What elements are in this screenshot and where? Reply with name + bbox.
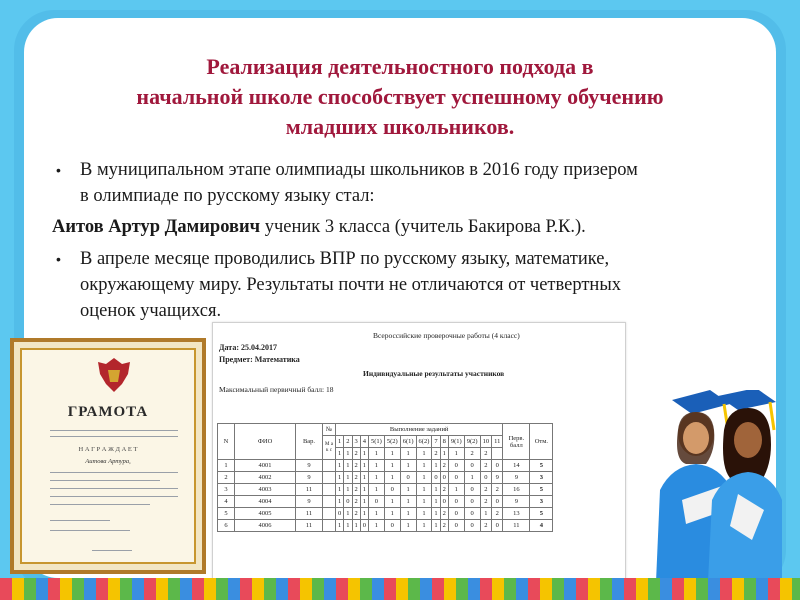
row-mark: 3 — [530, 496, 553, 508]
score-cell: 2 — [480, 496, 492, 508]
row-var: 9 — [296, 472, 323, 484]
row-var: 9 — [296, 460, 323, 472]
score-cell: 1 — [400, 520, 416, 532]
score-cell: 1 — [344, 508, 352, 520]
score-cell: 0 — [440, 496, 448, 508]
row-mark: 5 — [530, 484, 553, 496]
score-cell: 0 — [464, 508, 480, 520]
score-cell: 0 — [448, 496, 464, 508]
certificate-text-line — [92, 550, 132, 551]
bullet-dot-1: • — [56, 162, 61, 178]
row-code: 4005 — [235, 508, 296, 520]
header-num: № — [323, 424, 336, 436]
header-var: Вар. — [296, 424, 323, 460]
score-cell: 2 — [440, 508, 448, 520]
score-cell: 1 — [416, 472, 432, 484]
score-cell: 0 — [336, 508, 344, 520]
score-cell: 1 — [448, 484, 464, 496]
score-cell: 1 — [352, 520, 360, 532]
score-cell: 1 — [384, 460, 400, 472]
score-cell: 1 — [416, 520, 432, 532]
row-var: 11 — [296, 520, 323, 532]
slide-title — [40, 52, 760, 142]
score-cell: 0 — [492, 496, 503, 508]
doc-section: Индивидуальные результаты участников — [363, 369, 505, 378]
row-total: 14 — [503, 460, 530, 472]
task-label: 4 — [360, 436, 368, 448]
doc-subject: Предмет: Математика — [219, 355, 300, 364]
header-n: N — [218, 424, 235, 460]
score-cell: 0 — [464, 520, 480, 532]
row-blank — [323, 472, 336, 484]
row-code: 4006 — [235, 520, 296, 532]
certificate-text-line — [50, 488, 178, 489]
score-cell: 2 — [480, 484, 492, 496]
score-cell: 1 — [384, 496, 400, 508]
certificate-text-line — [50, 520, 110, 521]
score-cell: 1 — [336, 460, 344, 472]
score-cell: 2 — [440, 520, 448, 532]
score-cell: 1 — [432, 460, 440, 472]
bullet-dot-2: • — [56, 251, 61, 267]
score-cell: 0 — [464, 460, 480, 472]
score-cell: 1 — [336, 484, 344, 496]
score-cell: 1 — [344, 484, 352, 496]
score-cell: 0 — [384, 520, 400, 532]
certificate-text-line — [50, 430, 178, 431]
table-header-row — [218, 424, 553, 436]
score-cell: 1 — [369, 472, 385, 484]
certificate-image — [10, 338, 206, 574]
score-cell: 0 — [464, 484, 480, 496]
score-cell: 2 — [440, 460, 448, 472]
row-var: 11 — [296, 508, 323, 520]
score-cell: 2 — [492, 484, 503, 496]
task-label: 6(2) — [416, 436, 432, 448]
score-cell: 0 — [492, 460, 503, 472]
score-cell: 2 — [492, 508, 503, 520]
score-cell: 0 — [464, 496, 480, 508]
max-point: 1 — [400, 448, 416, 460]
row-var: 11 — [296, 484, 323, 496]
row-total: 9 — [503, 496, 530, 508]
max-point: 1 — [384, 448, 400, 460]
row-mark: 5 — [530, 508, 553, 520]
table-row — [218, 460, 553, 472]
task-label: 5(2) — [384, 436, 400, 448]
results-document — [212, 322, 626, 584]
score-cell: 2 — [480, 460, 492, 472]
score-cell: 0 — [344, 496, 352, 508]
winner-line — [52, 214, 772, 240]
score-cell: 2 — [480, 520, 492, 532]
table-row — [218, 496, 553, 508]
title-line-3: младших школьников. — [285, 114, 515, 139]
max-point: 1 — [336, 448, 344, 460]
score-cell: 1 — [344, 520, 352, 532]
certificate-title: ГРАМОТА — [67, 404, 149, 420]
task-label: 2 — [344, 436, 352, 448]
score-cell: 1 — [400, 508, 416, 520]
certificate-text-line — [50, 436, 178, 437]
score-cell: 1 — [432, 484, 440, 496]
certificate-recipient: Аитова Артура, — [85, 458, 131, 465]
score-cell: 1 — [360, 460, 368, 472]
score-cell: 1 — [400, 496, 416, 508]
score-cell: 1 — [416, 484, 432, 496]
row-n: 5 — [218, 508, 235, 520]
score-cell: 0 — [448, 472, 464, 484]
max-point: 1 — [416, 448, 432, 460]
certificate-award: Н А Г Р А Ж Д А Е Т — [78, 446, 138, 453]
header-score: Перв. балл — [503, 424, 530, 460]
row-n: 2 — [218, 472, 235, 484]
bullet-2-text — [80, 246, 770, 324]
score-cell: 1 — [344, 460, 352, 472]
header-tasks: Выполнение заданий — [336, 424, 503, 436]
score-cell: 1 — [336, 496, 344, 508]
max-point: 2 — [352, 448, 360, 460]
score-cell: 2 — [440, 484, 448, 496]
score-cell: 1 — [464, 472, 480, 484]
task-label: 6(1) — [400, 436, 416, 448]
score-cell: 1 — [369, 460, 385, 472]
max-point-empty — [492, 448, 503, 460]
score-cell: 1 — [369, 484, 385, 496]
header-mark: Отм. — [530, 424, 553, 460]
row-code: 4003 — [235, 484, 296, 496]
bullet-1-text — [80, 157, 770, 209]
certificate-border — [20, 348, 196, 564]
score-cell: 1 — [360, 496, 368, 508]
score-cell: 0 — [432, 472, 440, 484]
table-row — [218, 484, 553, 496]
row-n: 6 — [218, 520, 235, 532]
score-cell: 2 — [352, 460, 360, 472]
row-code: 4002 — [235, 472, 296, 484]
row-total: 13 — [503, 508, 530, 520]
score-cell: 1 — [384, 508, 400, 520]
task-label: 10 — [480, 436, 492, 448]
score-cell: 1 — [432, 496, 440, 508]
certificate-text-line — [50, 480, 160, 481]
score-cell: 0 — [448, 520, 464, 532]
certificate-text-line — [50, 530, 130, 531]
score-cell: 1 — [369, 508, 385, 520]
title-line-2: начальной школе способствует успешному обучению — [136, 84, 664, 109]
score-cell: 0 — [360, 520, 368, 532]
score-cell: 1 — [432, 520, 440, 532]
table-row — [218, 508, 553, 520]
bullet-1-line-2: в олимпиаде по русскому языку стал: — [80, 186, 375, 206]
task-label: 9(2) — [464, 436, 480, 448]
certificate-text-line — [50, 496, 178, 497]
max-point: 2 — [464, 448, 480, 460]
graduates-image — [652, 390, 782, 582]
score-cell: 2 — [352, 508, 360, 520]
score-cell: 0 — [369, 496, 385, 508]
row-mark: 3 — [530, 472, 553, 484]
max-point: 1 — [440, 448, 448, 460]
row-n: 1 — [218, 460, 235, 472]
table-row — [218, 520, 553, 532]
bullet-2-line-1: В апреле месяце проводились ВПР по русскому языку, математике, — [80, 249, 610, 269]
row-total: 9 — [503, 472, 530, 484]
doc-heading: Всероссийские проверочные работы (4 класс) — [373, 331, 520, 340]
max-point: 2 — [480, 448, 492, 460]
row-blank — [323, 484, 336, 496]
task-label: 7 — [432, 436, 440, 448]
score-cell: 1 — [432, 508, 440, 520]
doc-date: Дата: 25.04.2017 — [219, 343, 277, 352]
bullet-2-line-2: окружающему миру. Результаты почти не отличаются от четвертных — [80, 275, 622, 295]
row-total: 11 — [503, 520, 530, 532]
max-point: 1 — [344, 448, 352, 460]
task-label: 3 — [352, 436, 360, 448]
score-cell: 0 — [480, 472, 492, 484]
score-cell: 2 — [352, 472, 360, 484]
max-point: 1 — [360, 448, 368, 460]
certificate-text-line — [50, 504, 150, 505]
row-mark: 4 — [530, 520, 553, 532]
task-label: 11 — [492, 436, 503, 448]
score-cell: 1 — [344, 472, 352, 484]
winner-name: Аитов Артур Дамирович — [52, 217, 261, 237]
score-cell: 0 — [400, 472, 416, 484]
score-cell: 1 — [400, 460, 416, 472]
row-blank — [323, 496, 336, 508]
row-total: 16 — [503, 484, 530, 496]
max-point: 1 — [369, 448, 385, 460]
winner-details: ученик 3 класса (учитель Бакирова Р.К.). — [260, 217, 586, 237]
score-cell: 1 — [416, 496, 432, 508]
max-point: 2 — [432, 448, 440, 460]
score-cell: 1 — [336, 472, 344, 484]
coat-of-arms-icon — [92, 354, 136, 398]
table-row — [218, 472, 553, 484]
score-cell: 1 — [416, 460, 432, 472]
score-cell: 1 — [360, 484, 368, 496]
row-blank — [323, 520, 336, 532]
row-blank — [323, 508, 336, 520]
task-label: 9(1) — [448, 436, 464, 448]
score-cell: 1 — [369, 520, 385, 532]
score-cell: 1 — [360, 508, 368, 520]
score-cell: 1 — [360, 472, 368, 484]
score-cell: 0 — [440, 472, 448, 484]
bullet-2-line-3: оценок учащихся. — [80, 301, 222, 321]
score-cell: 1 — [480, 508, 492, 520]
decorative-floor — [0, 578, 800, 600]
row-blank — [323, 460, 336, 472]
task-label: 8 — [440, 436, 448, 448]
score-cell: 1 — [416, 508, 432, 520]
score-cell: 0 — [492, 520, 503, 532]
row-code: 4001 — [235, 460, 296, 472]
score-cell: 9 — [492, 472, 503, 484]
header-maks: М а к с — [323, 436, 336, 460]
score-cell: 2 — [352, 484, 360, 496]
task-label: 5(1) — [369, 436, 385, 448]
task-label: 1 — [336, 436, 344, 448]
title-line-1: Реализация деятельностного подхода в — [206, 54, 594, 79]
score-cell: 2 — [352, 496, 360, 508]
row-n: 4 — [218, 496, 235, 508]
certificate-text-line — [50, 472, 178, 473]
score-cell: 1 — [336, 520, 344, 532]
row-code: 4004 — [235, 496, 296, 508]
doc-max-score: Максимальный первичный балл: 18 — [219, 385, 334, 394]
score-cell: 0 — [384, 484, 400, 496]
row-n: 3 — [218, 484, 235, 496]
score-cell: 1 — [384, 472, 400, 484]
score-cell: 0 — [448, 460, 464, 472]
max-point: 1 — [448, 448, 464, 460]
row-mark: 5 — [530, 460, 553, 472]
bullet-1-line-1: В муниципальном этапе олимпиады школьников в 2016 году призером — [80, 160, 638, 180]
results-table — [217, 423, 553, 532]
row-var: 9 — [296, 496, 323, 508]
score-cell: 0 — [448, 508, 464, 520]
header-fio: ФИО — [235, 424, 296, 460]
score-cell: 1 — [400, 484, 416, 496]
